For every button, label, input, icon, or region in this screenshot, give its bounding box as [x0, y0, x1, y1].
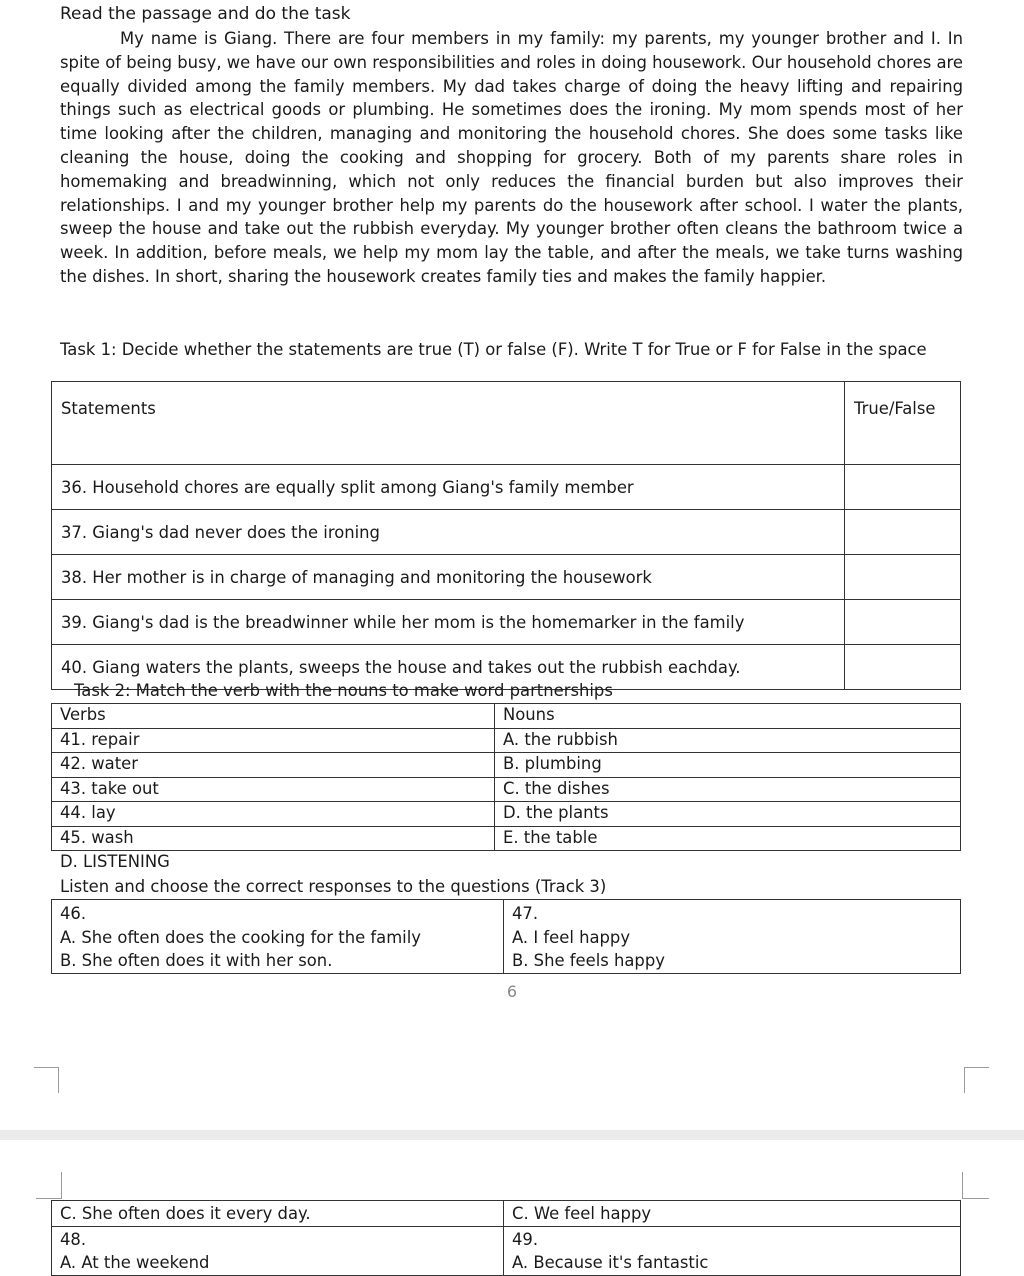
page-number: 6: [506, 982, 518, 1001]
question-number: 48.: [60, 1229, 87, 1249]
true-false-table: [51, 381, 961, 690]
answer-cell-40[interactable]: [845, 645, 961, 690]
statement-38: 38. Her mother is in charge of managing and monitoring the housework: [52, 555, 845, 600]
noun-a: A. the rubbish: [495, 728, 961, 753]
option-c-47[interactable]: C. We feel happy: [504, 1201, 961, 1227]
listening-table-continued: [51, 1200, 961, 1276]
verb-41: 41. repair: [52, 728, 495, 753]
matching-table: [51, 703, 961, 851]
table-row: [52, 826, 961, 851]
option-a[interactable]: A. At the weekend: [60, 1253, 210, 1272]
option-a[interactable]: A. I feel happy: [512, 927, 631, 947]
answer-cell-36[interactable]: [845, 465, 961, 510]
crop-mark-left: [34, 1067, 59, 1093]
noun-e: E. the table: [495, 826, 961, 851]
table-row: [52, 600, 961, 645]
answer-cell-38[interactable]: [845, 555, 961, 600]
nouns-header: Nouns: [495, 704, 961, 729]
question-46: [52, 900, 504, 974]
listening-heading: D. LISTENING: [60, 852, 170, 871]
table-row: [52, 753, 961, 778]
table-row: [52, 900, 961, 974]
task1-instruction: Task 1: Decide whether the statements are true (T) or false (F). Write T for True or F for False in the space: [60, 340, 927, 359]
question-49: [504, 1226, 961, 1275]
verb-45: 45. wash: [52, 826, 495, 851]
statements-header: Statements: [52, 382, 845, 465]
listening-table: [51, 899, 961, 974]
table-row: [52, 1201, 961, 1227]
answer-cell-37[interactable]: [845, 510, 961, 555]
noun-d: D. the plants: [495, 802, 961, 827]
table-row: [52, 802, 961, 827]
question-number: 47.: [512, 904, 539, 923]
crop-mark-left: [36, 1172, 62, 1199]
noun-b: B. plumbing: [495, 753, 961, 778]
statement-40: 40. Giang waters the plants, sweeps the house and takes out the rubbish eachday.: [52, 645, 845, 690]
listening-instruction: Listen and choose the correct responses to the questions (Track 3): [60, 877, 607, 896]
option-a[interactable]: A. She often does the cooking for the family: [60, 927, 421, 947]
table-row: [52, 777, 961, 802]
verb-43: 43. take out: [52, 777, 495, 802]
answer-cell-39[interactable]: [845, 600, 961, 645]
question-47: [504, 900, 961, 974]
verb-44: 44. lay: [52, 802, 495, 827]
crop-mark-right: [964, 1067, 989, 1093]
question-number: 49.: [512, 1229, 539, 1249]
page-gap: [0, 1130, 1024, 1140]
verb-42: 42. water: [52, 753, 495, 778]
verbs-header: Verbs: [52, 704, 495, 729]
task2-instruction: Task 2: Match the verb with the nouns to make word partnerships: [74, 681, 613, 700]
question-48: [52, 1226, 504, 1275]
reading-passage: My name is Giang. There are four members in my family: my parents, my younger brother and I. In spite of being busy, we have our own responsibilities and roles in doing housework. Our household chores are equally divided among the family members. My dad takes charge of doing the heavy lifting and repairing things such as electrical goods or plumbing. He sometimes does the ironing. My mom spends most of her time looking after the children, managing and monitoring the household chores. She does some tasks like cleaning the house, doing the cooking and shopping for grocery. Both of my parents share roles in homemaking and breadwinning, which not only reduces the financial burden but also improves their relationships. I and my younger brother help my parents do the housework after school. I water the plants, sweep the house and take out the rubbish everyday. My younger brother often cleans the bathroom twice a week. In addition, before meals, we help my mom lay the table, and after the meals, we take turns washing the dishes. In short, sharing the housework creates family ties and makes the family happier.: [60, 29, 963, 286]
table-row: [52, 465, 961, 510]
reading-title: Read the passage and do the task: [60, 4, 351, 24]
question-number: 46.: [60, 904, 87, 923]
true-false-header: True/False: [845, 382, 961, 465]
table-row: [52, 1226, 961, 1275]
table-row: [52, 555, 961, 600]
option-b[interactable]: B. She often does it with her son.: [60, 951, 333, 970]
table-row: [52, 510, 961, 555]
table-header-row: [52, 382, 961, 465]
noun-c: C. the dishes: [495, 777, 961, 802]
statement-36: 36. Household chores are equally split among Giang's family member: [52, 465, 845, 510]
option-a[interactable]: A. Because it's fantastic: [512, 1253, 709, 1272]
table-row: [52, 728, 961, 753]
page-two: [0, 1140, 1024, 1276]
option-c-46[interactable]: C. She often does it every day.: [52, 1201, 504, 1227]
table-header-row: [52, 704, 961, 729]
crop-mark-right: [962, 1172, 989, 1199]
option-b[interactable]: B. She feels happy: [512, 951, 665, 970]
statement-37: 37. Giang's dad never does the ironing: [52, 510, 845, 555]
statement-39: 39. Giang's dad is the breadwinner while her mom is the homemarker in the family: [52, 600, 845, 645]
